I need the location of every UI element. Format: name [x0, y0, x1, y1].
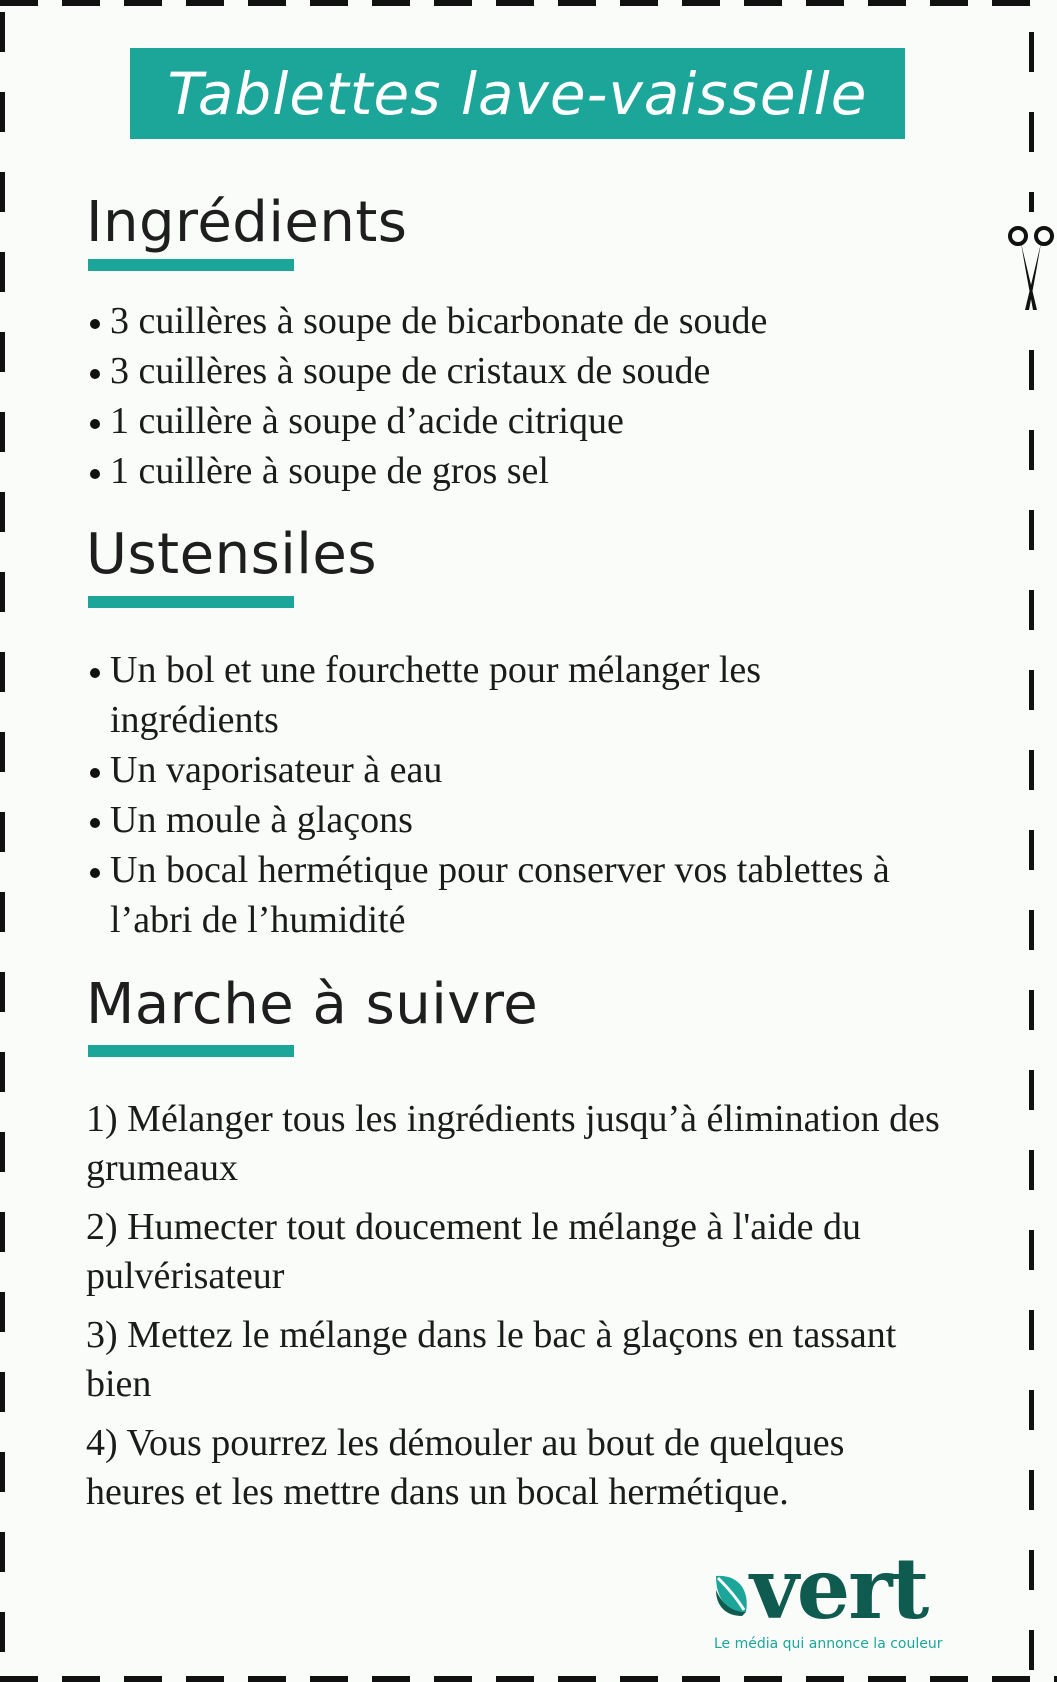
list-item: 3 cuillères à soupe de cristaux de soude [88, 346, 948, 396]
list-item: 3 cuillères à soupe de bicarbonate de soude [88, 296, 948, 346]
steps-heading: Marche à suivre [86, 972, 539, 1037]
step-item: 2) Humecter tout doucement le mélange à l'aide du pulvérisateur [86, 1206, 861, 1297]
vert-logo [712, 1539, 952, 1662]
ustensiles-underline [88, 596, 294, 608]
logo-wordmark: vert [750, 1539, 928, 1638]
steps-underline [88, 1045, 294, 1057]
cut-line-right-upper [1029, 32, 1034, 212]
page-title: Tablettes lave-vaisselle [167, 59, 868, 128]
list-item: Un bol et une fourchette pour mélanger les ingrédients [88, 645, 928, 745]
steps-list [86, 1095, 946, 1527]
leaf-icon [712, 1570, 752, 1618]
step-item: 4) Vous pourrez les démouler au bout de quelques heures et les mettre dans un bocal hermétique. [86, 1422, 845, 1513]
title-banner [130, 48, 905, 139]
step-item: 3) Mettez le mélange dans le bac à glaçons en tassant bien [86, 1314, 897, 1405]
ustensiles-heading: Ustensiles [86, 522, 377, 587]
step-item: 1) Mélanger tous les ingrédients jusqu’à élimination des grumeaux [86, 1098, 940, 1189]
list-item: Un moule à glaçons [88, 795, 928, 845]
list-item: 1 cuillère à soupe d’acide citrique [88, 396, 948, 446]
cut-line-top [0, 0, 1040, 6]
cut-line-left [0, 12, 5, 1672]
ustensiles-list [88, 645, 928, 945]
cut-line-right-lower [1029, 350, 1034, 1670]
ingredients-list [88, 296, 948, 496]
cut-line-bottom [0, 1676, 1057, 1682]
logo-tagline: Le média qui annonce la couleur [714, 1636, 943, 1652]
ingredients-heading: Ingrédients [86, 190, 408, 255]
list-item: Un bocal hermétique pour conserver vos tablettes à l’abri de l’humidité [88, 845, 928, 945]
list-item: Un vaporisateur à eau [88, 745, 928, 795]
ingredients-underline [88, 259, 294, 271]
scissors-icon [1006, 222, 1056, 312]
list-item: 1 cuillère à soupe de gros sel [88, 446, 948, 496]
